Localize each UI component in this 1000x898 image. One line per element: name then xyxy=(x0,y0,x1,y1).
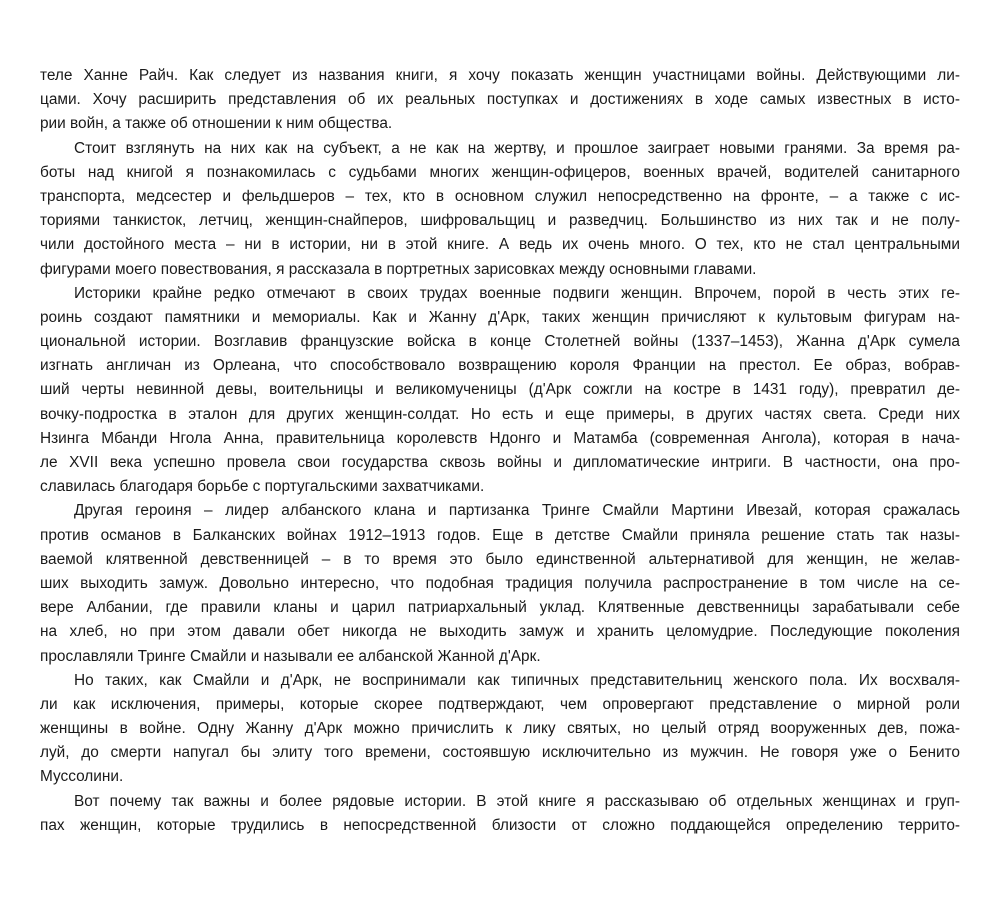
text-line: славилась благодаря борьбе с португальскими захватчиками. xyxy=(40,478,485,496)
text-line: вере Албании, где правили кланы и царил патриархальный уклад. Клятвенные девственницы зарабатывали себе xyxy=(40,599,960,617)
text-line: луй, до смерти напугал бы элиту того времени, состоявшую исключительно из мужчин. Не говоря уже о Бенито xyxy=(40,744,960,762)
text-line: Муссолини. xyxy=(40,768,124,786)
text-line: на хлеб, но при этом давали обет никогда не выходить замуж и хранить целомудрие. Последующие поколения xyxy=(40,623,960,641)
text-line: теле Ханне Райч. Как следует из названия книги, я хочу показать женщин участницами войны. Действующими ли- xyxy=(40,67,960,84)
text-line: Нзинга Мбанди Нгола Анна, правительница королевств Ндонго и Матамба (современная Ангола), которая в нача- xyxy=(40,429,960,447)
text-line: ший черты невинной девы, воительницы и великомученицы (д'Арк сожгли на костре в 1431 году), превратил де- xyxy=(40,381,960,399)
text-line: рии войн, а также об отношении к ним общества. xyxy=(40,115,393,133)
text-line: ли как исключения, примеры, которые скорее подтверждают, чем опровергают представление о мирной роли xyxy=(40,695,960,713)
text-line: цами. Хочу расширить представления об их реальных поступках и достижениях в ходе самых известных в исто- xyxy=(40,91,960,109)
text-line: Историки крайне редко отмечают в своих трудах военные подвиги женщин. Впрочем, порой в честь этих ге- xyxy=(74,284,960,302)
text-line: прославляли Тринге Смайли и называли ее албанской Жанной д'Арк. xyxy=(40,647,541,665)
paragraph xyxy=(40,499,960,668)
text-line: пах женщин, которые трудились в непосредственной близости от сложно поддающейся определению террито- xyxy=(40,816,960,834)
text-line: чили достойного места – ни в истории, ни в этой книге. А ведь их очень много. О тех, кто не стал центральными xyxy=(40,236,960,254)
text-line: транспорта, медсестер и фельдшеров – тех, кто в основном служил непосредственно на фронте, – а также с ис- xyxy=(40,187,960,205)
text-line: ших выходить замуж. Довольно интересно, что подобная традиция получила распространение в том числе на се- xyxy=(40,574,960,592)
text-line: ле XVII века успешно провела свои государства сквозь войны и дипломатические интриги. В частности, она про- xyxy=(40,454,960,471)
document-page xyxy=(40,64,960,838)
text-line: вочку-подростка в эталон для других женщин-солдат. Но есть и еще примеры, в других частях света. Среди них xyxy=(40,405,960,423)
paragraph xyxy=(40,137,960,282)
text-line: изгнать англичан из Орлеана, что способствовало возвращению короля Франции на престол. Ее образ, вобрав- xyxy=(40,357,960,375)
text-line: циональной истории. Возглавив французские войска в конце Столетней войны (1337–1453), Жанна д'Арк сумела xyxy=(40,333,960,351)
text-line: Вот почему так важны и более рядовые истории. В этой книге я рассказываю об отдельных женщинах и груп- xyxy=(74,792,960,810)
text-line: Стоит взглянуть на них как на субъект, а не как на жертву, и прошлое заиграет новыми гранями. За время ра- xyxy=(74,139,960,157)
paragraph xyxy=(40,669,960,790)
text-line: против османов в Балканских войнах 1912–1913 годов. Еще в детстве Смайли приняла решение стать так назы- xyxy=(40,526,960,544)
paragraph xyxy=(40,64,960,137)
text-line: ториями танкисток, летчиц, женщин-снайперов, шифровальщиц и разведчиц. Большинство из них так и не полу- xyxy=(40,212,960,230)
text-line: Но таких, как Смайли и д'Арк, не воспринимали как типичных представительниц женского пола. Их восхваля- xyxy=(74,671,960,689)
text-line: ваемой клятвенной девственницей – в то время это было единственной альтернативой для женщин, не желав- xyxy=(40,550,960,568)
text-line: боты над книгой я познакомилась с судьбами многих женщин-офицеров, военных врачей, водителей санитарного xyxy=(40,163,960,181)
text-line: роинь создают памятники и мемориалы. Как и Жанну д'Арк, таких женщин причисляют к культовым фигурам на- xyxy=(40,308,960,326)
text-line: фигурами моего повествования, я рассказала в портретных зарисовках между основными главами. xyxy=(40,260,757,278)
paragraph xyxy=(40,790,960,838)
paragraph xyxy=(40,282,960,500)
text-line: женщины в войне. Одну Жанну д'Арк можно причислить к лику святых, но целый отряд вооруженных дев, пожа- xyxy=(40,720,960,738)
text-line: Другая героиня – лидер албанского клана и партизанка Тринге Смайли Мартини Ивезай, которая сражалась xyxy=(74,502,960,520)
